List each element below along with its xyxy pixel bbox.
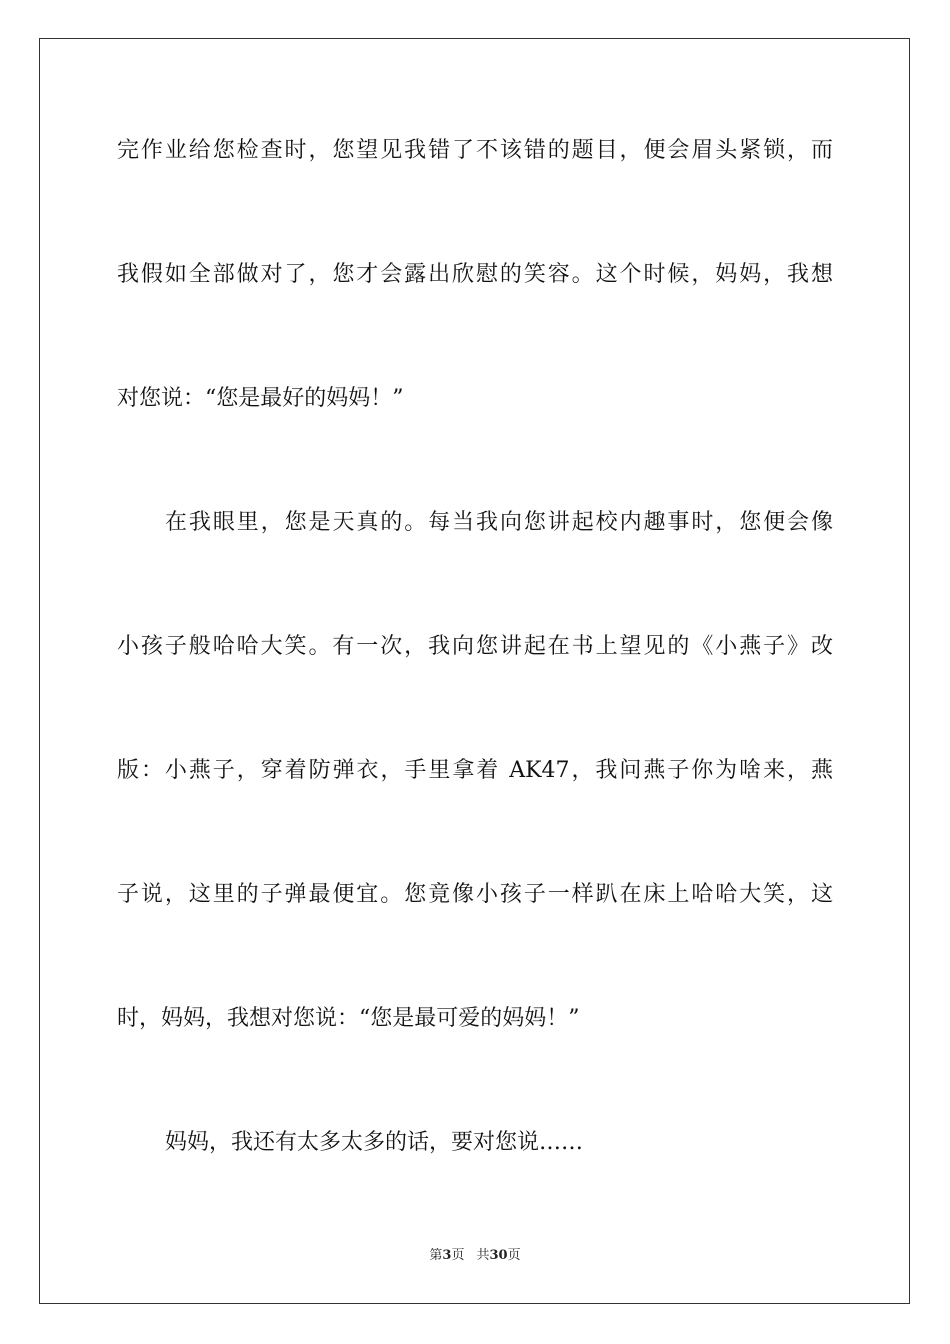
page-prefix: 第 bbox=[429, 1248, 443, 1263]
total-pages: 30 bbox=[489, 1248, 508, 1263]
text-line-1: 完作业给您检查时，您望见我错了不该错的题目，便会眉头紧锁，而 bbox=[117, 138, 833, 163]
page-number: 3 bbox=[442, 1248, 452, 1263]
text-line-3: 对您说：“您是最好的妈妈！” bbox=[117, 386, 404, 411]
text-line-8: 时，妈妈，我想对您说：“您是最可爱的妈妈！” bbox=[117, 1006, 580, 1031]
text-line-5: 小孩子般哈哈大笑。有一次，我向您讲起在书上望见的《小燕子》改 bbox=[117, 634, 833, 659]
text-line-7: 子说，这里的子弹最便宜。您竟像小孩子一样趴在床上哈哈大笑，这 bbox=[117, 882, 833, 907]
text-line-2: 我假如全部做对了，您才会露出欣慰的笑容。这个时候，妈妈，我想 bbox=[117, 262, 833, 287]
page-suffix: 页 bbox=[451, 1248, 465, 1263]
page-footer bbox=[0, 1247, 950, 1265]
text-line-9: 妈妈，我还有太多太多的话，要对您说…… bbox=[165, 1130, 584, 1155]
total-suffix: 页 bbox=[507, 1248, 521, 1263]
text-line-6: 版：小燕子，穿着防弹衣，手里拿着 AK47，我问燕子你为啥来，燕 bbox=[117, 758, 833, 783]
page-border bbox=[39, 38, 910, 1304]
total-prefix: 共 bbox=[476, 1248, 490, 1263]
text-line-4: 在我眼里，您是天真的。每当我向您讲起校内趣事时，您便会像 bbox=[165, 510, 833, 535]
